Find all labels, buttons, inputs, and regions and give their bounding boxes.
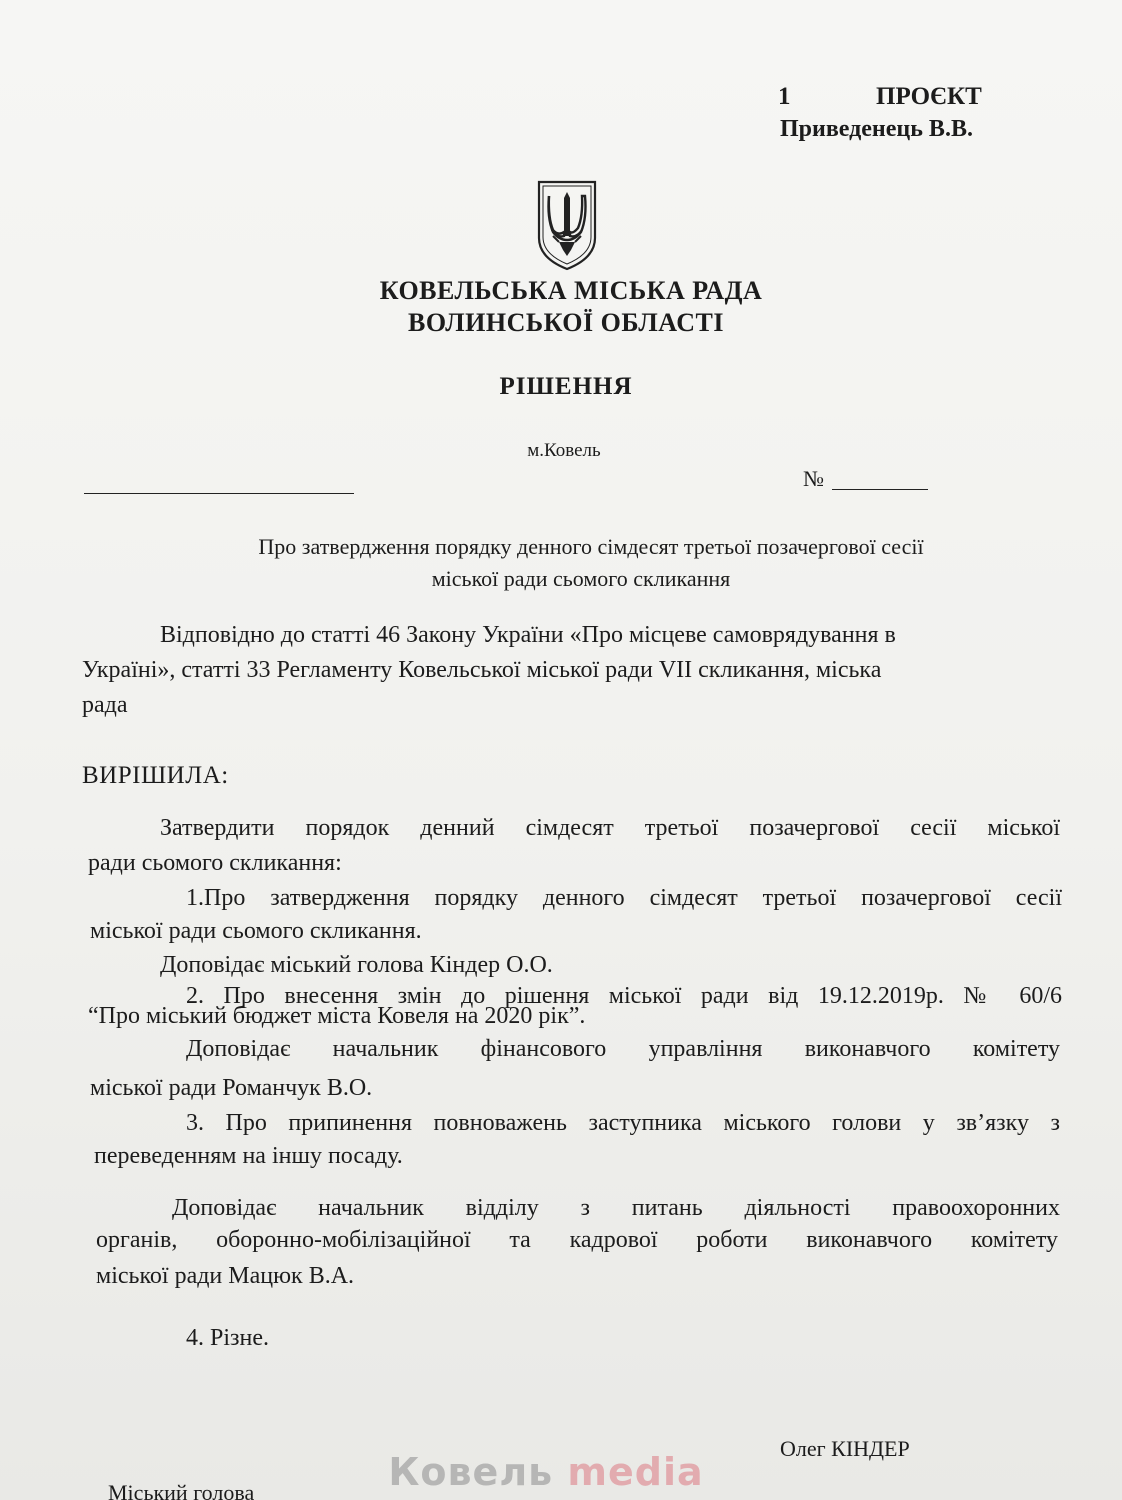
- item3-speaker-line-3: міської ради Мацюк В.А.: [96, 1263, 355, 1289]
- council-oblast: ВОЛИНСЬКОЇ ОБЛАСТІ: [408, 308, 724, 337]
- watermark-part-1: Ковель: [388, 1450, 554, 1494]
- item1-speaker: Доповідає міський голова Кіндер О.О.: [160, 952, 553, 978]
- preamble-line-2: Україні», статті 33 Регламенту Ковельської міської ради VII скликання, міська: [82, 657, 882, 683]
- draft-number: 1: [778, 83, 791, 110]
- item2-line-2: “Про міський бюджет міста Ковеля на 2020 рік”.: [88, 1003, 586, 1029]
- item1-line-2: міської ради сьомого скликання.: [90, 918, 422, 944]
- draft-label: ПРОЄКТ: [876, 83, 982, 110]
- item3-line-1: 3. Про припинення повноважень заступника міського голови у зв’язку з: [186, 1110, 1060, 1136]
- signer-position: Міський голова: [108, 1480, 255, 1500]
- item2-speaker-line-2: міської ради Романчук В.О.: [90, 1075, 373, 1101]
- item3-speaker-line-1: Доповідає начальник відділу з питань діяльності правоохоронних: [172, 1195, 1060, 1221]
- item2-speaker-line-1: Доповідає начальник фінансового управління виконавчого комітету: [186, 1036, 1060, 1062]
- preamble-line-1: Відповідно до статті 46 Закону України «Про місцеве самоврядування в: [160, 622, 896, 648]
- item3-line-2: переведенням на іншу посаду.: [94, 1143, 403, 1169]
- signer-name: Олег КІНДЕР: [780, 1436, 910, 1461]
- intro-line-2: ради сьомого скликання:: [88, 850, 342, 876]
- intro-line-1: Затвердити порядок денний сімдесят третьої позачергової сесії міської: [160, 815, 1060, 841]
- item1-line-1: 1.Про затвердження порядку денного сімдесят третьої позачергової сесії: [186, 885, 1062, 911]
- preamble-line-3: рада: [82, 692, 128, 718]
- item4: 4. Різне.: [186, 1325, 269, 1351]
- watermark: [0, 1450, 1122, 1494]
- draft-author: Приведенець В.В.: [780, 116, 973, 142]
- date-blank-line: [84, 493, 354, 494]
- decided-heading: ВИРІШИЛА:: [82, 762, 229, 789]
- number-blank-line: [832, 489, 928, 490]
- document-type: РІШЕННЯ: [499, 373, 633, 400]
- subject-line-1: Про затвердження порядку денного сімдесят третьої позачергової сесії: [258, 534, 924, 559]
- document-city: м.Ковель: [527, 440, 601, 461]
- trident-icon: [533, 178, 601, 272]
- watermark-part-2: media: [567, 1450, 704, 1494]
- item3-speaker-line-2: органів, оборонно-мобілізаційної та кадрової роботи виконавчого комітету: [96, 1227, 1058, 1253]
- subject-line-2: міської ради сьомого скликання: [431, 566, 731, 591]
- number-sign: №: [803, 466, 824, 491]
- item2-line-1: 2. Про внесення змін до рішення міської ради від 19.12.2019р. № 60/6: [186, 983, 1062, 1009]
- council-name: КОВЕЛЬСЬКА МІСЬКА РАДА: [379, 276, 763, 305]
